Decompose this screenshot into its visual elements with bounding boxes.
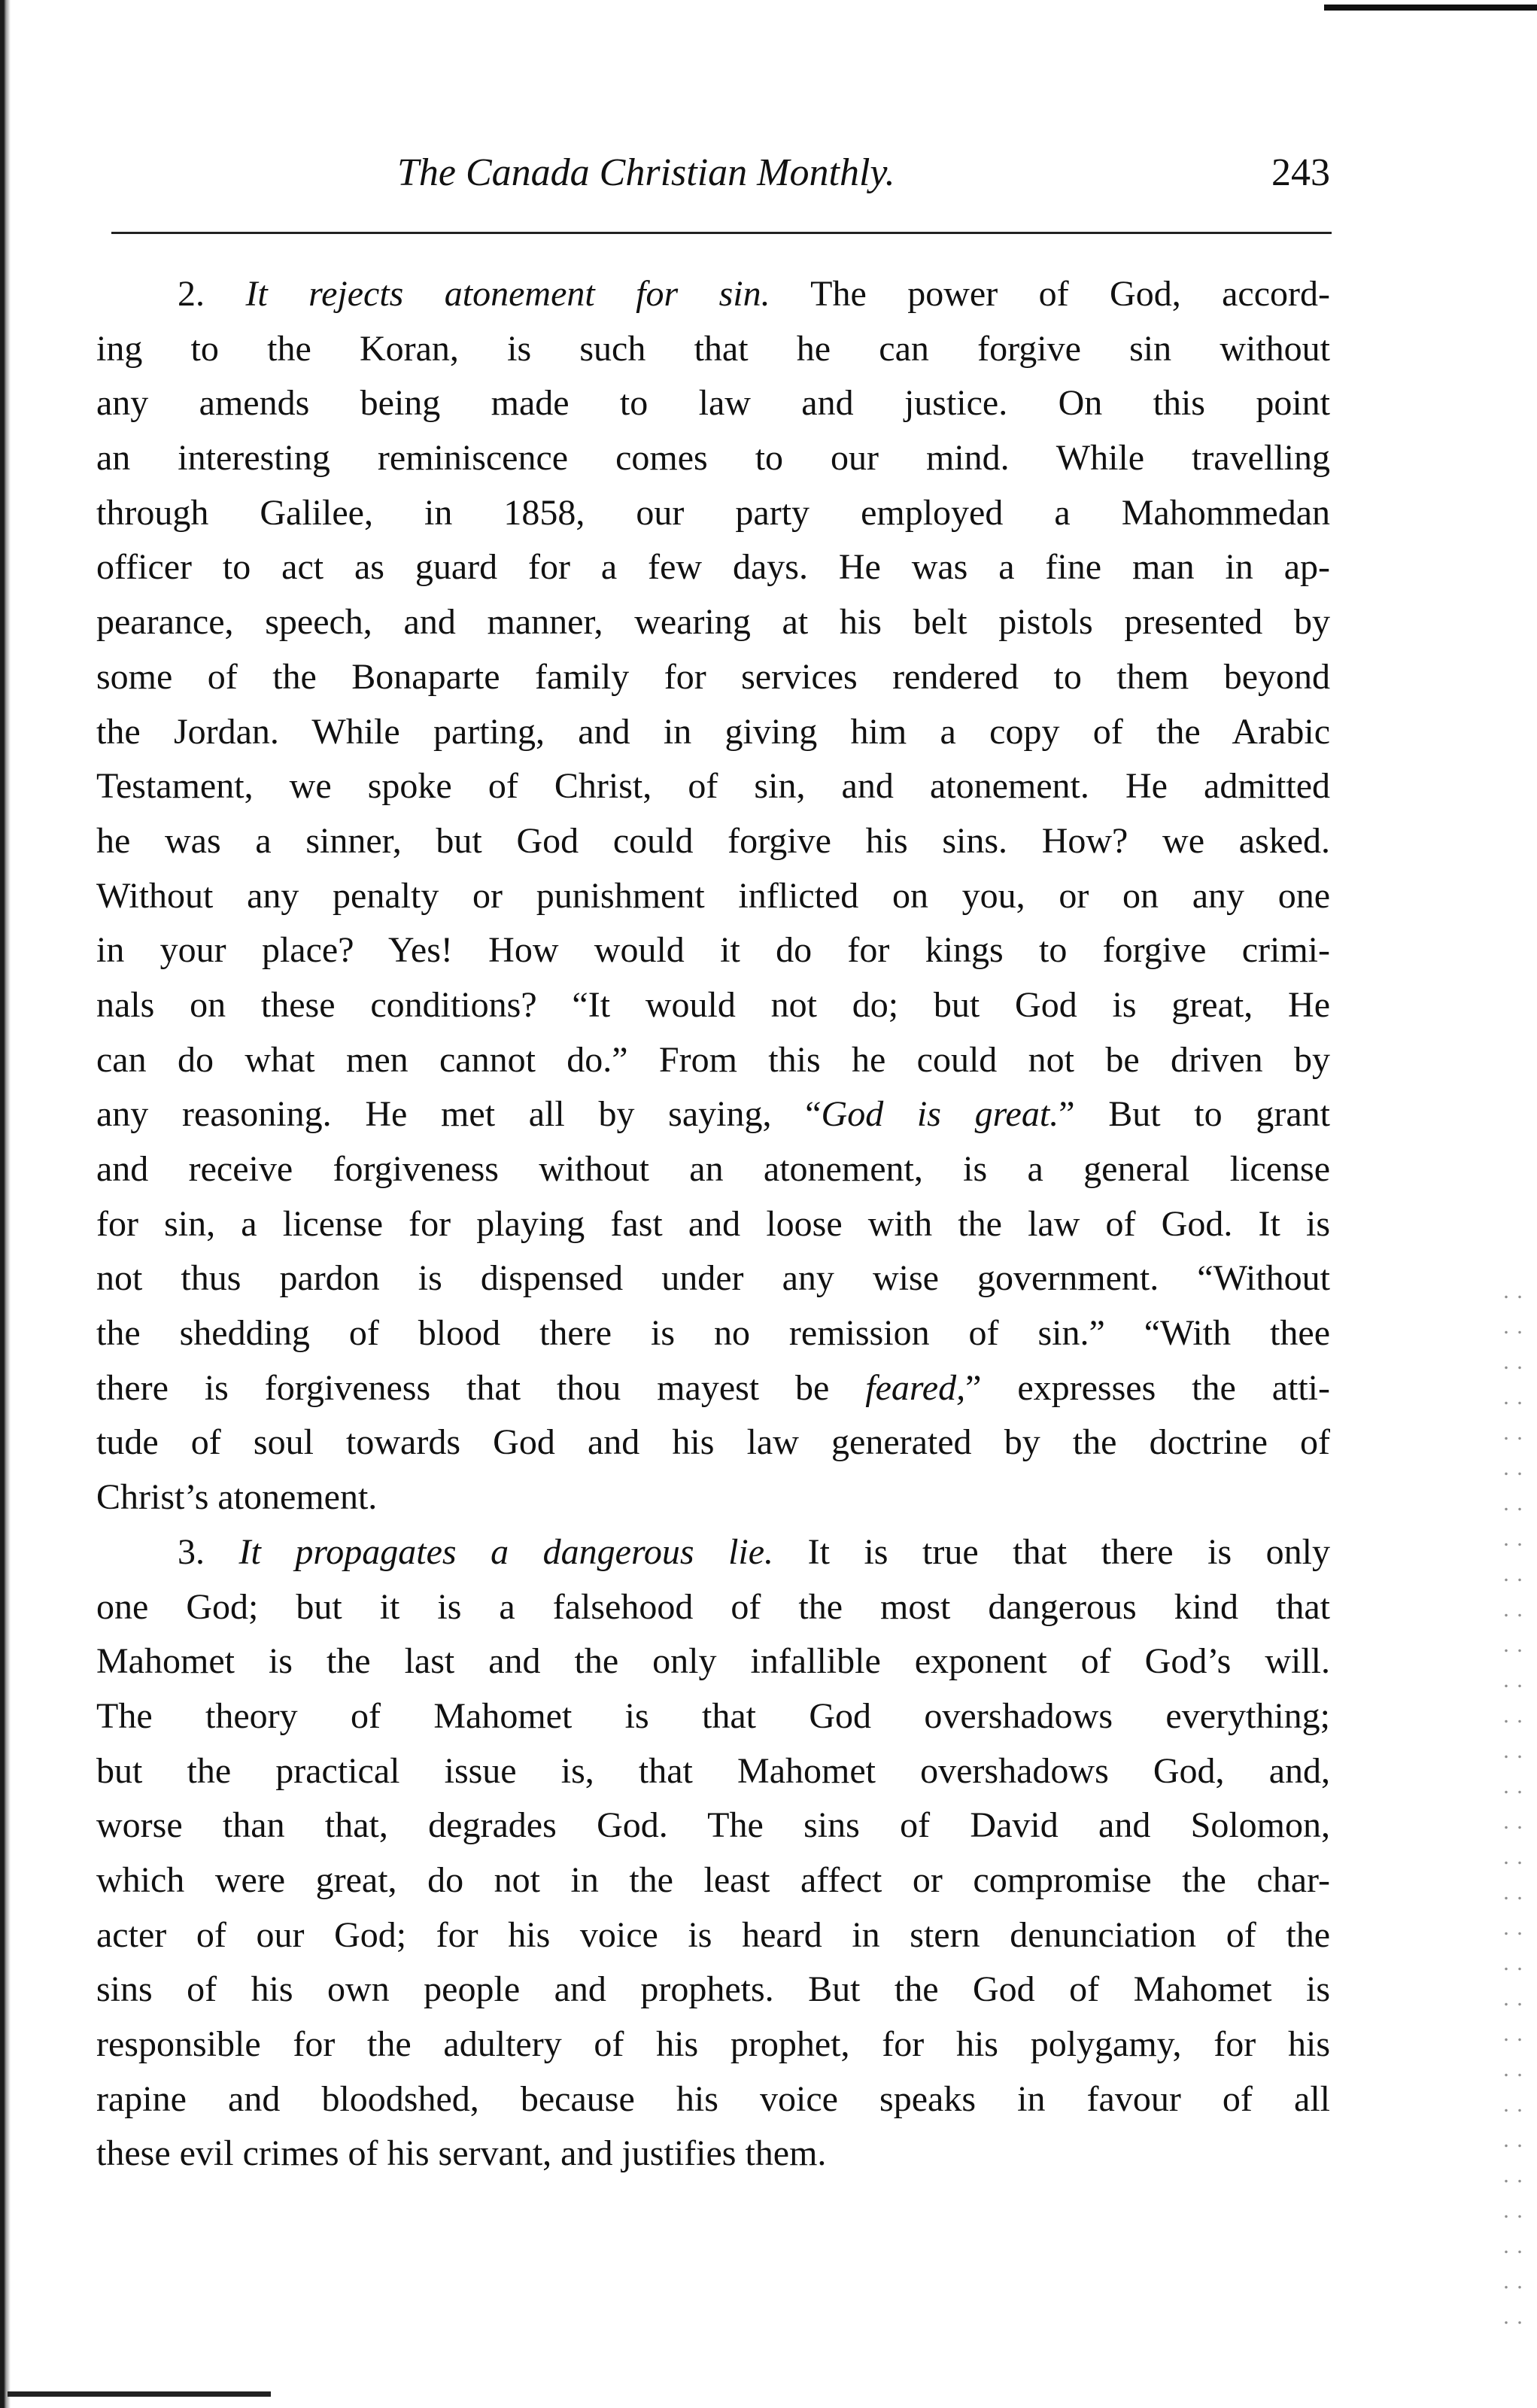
text-line — [96, 1798, 1330, 1853]
text-line — [96, 1033, 1330, 1088]
text-run: nals on these conditions? “It would not do; but God is great, He — [96, 984, 1330, 1025]
text-run: ” But to grant — [1059, 1094, 1330, 1135]
text-run: ing to the Koran, is such that he can forgive sin without — [96, 328, 1330, 369]
italic-run: It rejects atonement for sin. — [245, 274, 770, 314]
text-line — [96, 759, 1330, 814]
text-run: acter of our God; for his voice is heard in stern denunciation of the — [96, 1914, 1330, 1955]
text-line — [96, 1525, 1330, 1580]
text-run: Without any penalty or punishment inflicted on you, or on any one — [96, 875, 1330, 916]
text-line — [96, 923, 1330, 978]
text-run: but the practical issue is, that Mahomet overshadows God, and, — [96, 1750, 1330, 1791]
text-run: these evil crimes of his servant, and justifies them. — [96, 2133, 827, 2174]
text-line — [96, 1415, 1330, 1470]
text-run: the shedding of blood there is no remission of sin.” “With thee — [96, 1313, 1330, 1354]
text-line — [96, 2127, 1330, 2181]
text-run: any amends being made to law and justice. On this point — [96, 383, 1330, 424]
text-run: there is forgiveness that thou mayest be — [96, 1367, 866, 1408]
text-line — [96, 1853, 1330, 1908]
text-line — [96, 1306, 1330, 1361]
italic-run: God is great. — [821, 1094, 1059, 1135]
text-line — [96, 1470, 1330, 1525]
text-run: responsible for the adultery of his prophet, for his polygamy, for his — [96, 2024, 1330, 2064]
text-run: Christ’s atonement. — [96, 1477, 378, 1518]
text-line — [96, 376, 1330, 431]
text-run: ” expresses the atti- — [965, 1367, 1330, 1408]
italic-run: It propagates a dangerous lie. — [238, 1531, 774, 1572]
running-title: The Canada Christian Monthly. — [397, 151, 895, 194]
text-line — [96, 1908, 1330, 1963]
text-run: pearance, speech, and manner, wearing at his belt pistols presented by — [96, 602, 1330, 643]
text-run: officer to act as guard for a few days. He was a fine man in ap- — [96, 547, 1330, 588]
text-run: Testament, we spoke of Christ, of sin, and atonement. He admitted — [96, 766, 1330, 807]
text-run: can do what men cannot do.” From this he could not be driven by — [96, 1039, 1330, 1080]
text-line — [96, 1634, 1330, 1689]
text-run: It is true that there is only — [773, 1531, 1330, 1572]
text-run: the Jordan. While parting, and in giving him a copy of the Arabic — [96, 711, 1330, 752]
text-line — [96, 1744, 1330, 1799]
text-line — [96, 1963, 1330, 2017]
text-run: rapine and bloodshed, because his voice speaks in favour of all — [96, 2078, 1330, 2119]
text-line — [96, 1251, 1330, 1306]
text-run: and receive forgiveness without an atonement, is a general license — [96, 1149, 1330, 1189]
text-run: worse than that, degrades God. The sins of David and Solomon, — [96, 1805, 1330, 1846]
scan-specks — [1499, 1279, 1529, 2333]
text-line — [96, 869, 1330, 924]
text-run: in your place? Yes! How would it do for kings to forgive crimi- — [96, 930, 1330, 971]
header-rule — [111, 232, 1332, 234]
text-line — [96, 1142, 1330, 1197]
text-run: tude of soul towards God and his law generated by the doctrine of — [96, 1422, 1330, 1463]
text-line — [96, 1087, 1330, 1142]
text-line — [96, 1689, 1330, 1744]
text-line — [96, 814, 1330, 869]
text-line — [96, 322, 1330, 377]
text-line — [96, 595, 1330, 650]
text-line — [96, 267, 1330, 322]
article-body — [96, 267, 1330, 2181]
page-number: 243 — [1271, 151, 1330, 194]
running-header — [96, 150, 1330, 203]
text-line — [96, 978, 1330, 1033]
text-line — [96, 1580, 1330, 1635]
text-run: he was a sinner, but God could forgive his sins. How? we asked. — [96, 820, 1330, 861]
text-run: one God; but it is a falsehood of the most dangerous kind that — [96, 1586, 1330, 1627]
text-line — [96, 2017, 1330, 2072]
text-run: an interesting reminiscence comes to our mind. While travelling — [96, 438, 1330, 479]
italic-run: feared, — [865, 1367, 966, 1408]
text-line — [96, 486, 1330, 541]
text-line — [96, 431, 1330, 486]
text-run: which were great, do not in the least affect or compromise the char- — [96, 1859, 1330, 1900]
text-line — [96, 1197, 1330, 1252]
text-line — [96, 540, 1330, 595]
text-run: Mahomet is the last and the only infallible exponent of God’s will. — [96, 1641, 1330, 1682]
text-run: some of the Bonaparte family for services rendered to them beyond — [96, 656, 1330, 697]
text-run: not thus pardon is dispensed under any wise government. “Without — [96, 1258, 1330, 1299]
page-edge-shadow — [0, 0, 11, 2408]
text-run: The theory of Mahomet is that God overshadows everything; — [96, 1695, 1330, 1736]
text-run: 3. — [178, 1531, 239, 1572]
text-run: through Galilee, in 1858, our party employed a Mahommedan — [96, 492, 1330, 533]
text-run: The power of God, accord- — [770, 274, 1331, 314]
text-run: for sin, a license for playing fast and loose with the law of God. It is — [96, 1203, 1330, 1244]
text-line — [96, 705, 1330, 760]
text-run: 2. — [178, 274, 246, 314]
text-run: any reasoning. He met all by saying, “ — [96, 1094, 822, 1135]
text-line — [96, 650, 1330, 705]
scan-bottom-mark — [8, 2391, 271, 2397]
scan-top-mark — [1324, 5, 1537, 11]
text-line — [96, 2072, 1330, 2127]
text-line — [96, 1361, 1330, 1416]
text-run: sins of his own people and prophets. But the God of Mahomet is — [96, 1969, 1330, 2010]
